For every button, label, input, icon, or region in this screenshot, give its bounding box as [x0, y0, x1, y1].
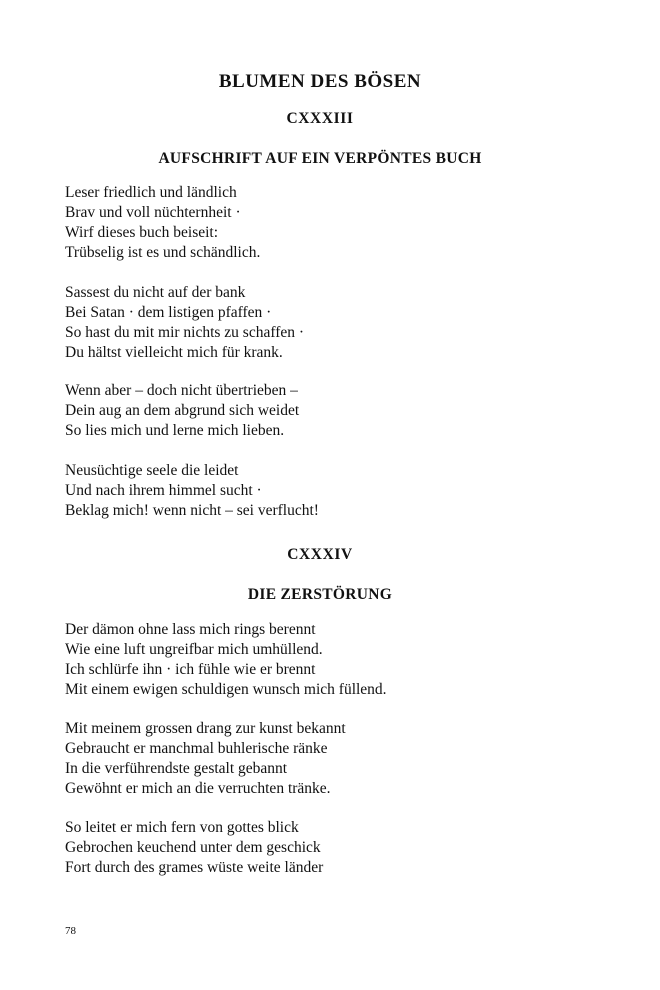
verse-line: Brav und voll nüchternheit · — [65, 204, 241, 221]
verse-line: Fort durch des grames wüste weite länder — [65, 859, 324, 876]
verse-line: In die verführendste gestalt gebannt — [65, 760, 288, 777]
stanza — [65, 719, 585, 799]
verse-line: Der dämon ohne lass mich rings berennt — [65, 621, 316, 638]
verse-line: Wie eine luft ungreifbar mich umhüllend. — [65, 641, 323, 658]
stanza — [65, 183, 585, 263]
verse-line: Wenn aber – doch nicht übertrieben – — [65, 382, 298, 399]
stanza — [65, 381, 585, 441]
verse-line: Mit einem ewigen schuldigen wunsch mich füllend. — [65, 681, 387, 698]
verse-line: So leitet er mich fern von gottes blick — [65, 819, 299, 836]
poem-number: CXXXIII — [286, 110, 354, 127]
verse-line: Beklag mich! wenn nicht – sei verflucht! — [65, 502, 319, 519]
poem-number: CXXXIV — [287, 546, 353, 563]
verse-line: Sassest du nicht auf der bank — [65, 284, 246, 301]
stanza — [65, 620, 585, 700]
verse-line: Gewöhnt er mich an die verruchten tränke. — [65, 780, 331, 797]
verse-line: Gebrochen keuchend unter dem geschick — [65, 839, 321, 856]
verse-line: So lies mich und lerne mich lieben. — [65, 422, 285, 439]
verse-line: Und nach ihrem himmel sucht · — [65, 482, 262, 499]
verse-line: Neusüchtige seele die leidet — [65, 462, 239, 479]
verse-line: So hast du mit mir nichts zu schaffen · — [65, 324, 305, 341]
verse-line: Du hältst vielleicht mich für krank. — [65, 344, 283, 361]
stanza — [65, 818, 585, 878]
page-number: 78 — [65, 925, 76, 937]
verse-line: Leser friedlich und ländlich — [65, 184, 237, 201]
poem-title: AUFSCHRIFT AUF EIN VERPÖNTES BUCH — [158, 150, 482, 167]
verse-line: Dein aug an dem abgrund sich weidet — [65, 402, 300, 419]
verse-line: Bei Satan · dem listigen pfaffen · — [65, 304, 272, 321]
verse-line: Wirf dieses buch beiseit: — [65, 224, 219, 241]
stanza — [65, 283, 585, 363]
poem-title: DIE ZERSTÖRUNG — [247, 586, 393, 603]
verse-line: Trübselig ist es und schändlich. — [65, 244, 261, 261]
stanza — [65, 461, 585, 521]
verse-line: Gebraucht er manchmal buhlerische ränke — [65, 740, 328, 757]
verse-line: Ich schlürfe ihn · ich fühle wie er brennt — [65, 661, 316, 678]
running-title: BLUMEN DES BÖSEN — [218, 71, 422, 92]
verse-line: Mit meinem grossen drang zur kunst bekannt — [65, 720, 346, 737]
